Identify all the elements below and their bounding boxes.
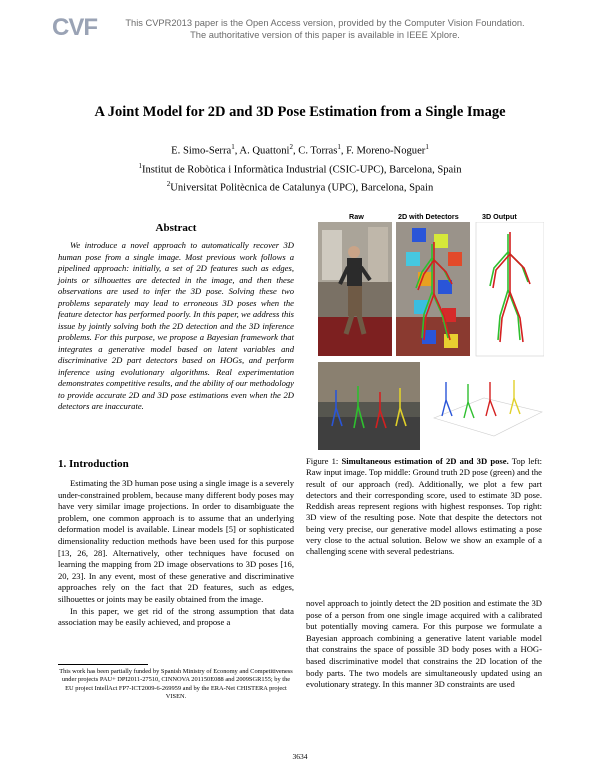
introduction-left-column	[58, 478, 294, 629]
figure-label-raw: Raw	[349, 212, 364, 221]
figure-1	[318, 222, 544, 450]
author-sup: 1	[337, 143, 341, 151]
3d-scene-plot	[426, 362, 544, 450]
page-number: 3634	[292, 752, 308, 761]
author-block	[0, 140, 600, 196]
figure-caption	[306, 456, 542, 558]
abstract-text: We introduce a novel approach to automatically recover 3D human pose from a single image. Most previous work follows a pipelined approach: initially, a set of 2D features such as edges, joints or silhouettes are detected in the image, and then these observations are used to infer the 3D pose. Solving these two problems separately may lead to erroneous 3D poses when the feature detector has performed poorly. In this paper, we address this issue by jointly solving both the 2D detection and the 3D inference problems. For this purpose, we propose a Bayesian framework that integrates a generative model based on latent variables and discriminative 2D part detectors based on HOGs, and perform inference using evolutionary algorithms. Real experimentation demonstrates competitive results, and the ability of our methodology to provide accurate 2D and 3D pose estimations even when the 2D detectors are inaccurate.	[58, 240, 294, 411]
introduction-right-column	[306, 598, 542, 691]
detector-image	[396, 222, 470, 356]
abstract-heading: Abstract	[155, 222, 197, 234]
figure-label-3d: 3D Output	[482, 212, 517, 221]
author-name: F. Moreno-Noguer	[346, 145, 426, 157]
affiliation-2	[0, 177, 600, 196]
author-list: E. Simo-Serra$^1$, A. Quattoni$^2$, C. Torras$^1$, F. Moreno-Noguer$^1$	[171, 143, 429, 157]
open-access-notice	[110, 17, 540, 41]
author-sup: 1	[425, 143, 429, 151]
paragraph: Estimating the 3D human pose using a single image is a severely under-constrained problem, because many different body poses may have very similar image projections. In order to disambiguate the problem, one common approach is to assume that an underlying deformation model is available. Linear models [5] or sophisticated dimensionality reduction methods have been used for this purpose [13, 26, 28]. Alternatively, other techniques have focused on learning the mapping from 2D image observations to 3D poses [16, 20, 23]. In any event, most of these generative and discriminative approaches rely on the fact that 2D features, such as edges, silhouettes or joints may be easily obtained from the image.	[58, 478, 294, 604]
footnote: This work has been partially funded by Spanish Ministry of Economy and Competitiveness under projects PAU+ DPI2011-27510, CINNOVA 201150E088 and 2009SGR155; by the EU project IntellAct FP7-ICT2009-6-269959 and by the ERA-Net CHISTERA project VISEN.	[59, 668, 293, 700]
author-name: A. Quattoni	[239, 145, 290, 157]
notice-line-2: The authoritative version of this paper is available in IEEE Xplore.	[190, 30, 460, 40]
paragraph: In this paper, we get rid of the strong assumption that data association may be easily achieved, and propose a	[58, 605, 294, 628]
3d-output-plot	[476, 222, 544, 356]
author-sup: 1	[231, 143, 235, 151]
paragraph: novel approach to jointly detect the 2D position and estimate the 3D pose of a person from one single image acquired with a calibrated but potentially moving camera. For this purpose we formulate a Bayesian approach combining a generative latent variable model that constrains the space of possible 3D body poses with a HOG-based discriminative model that constrains the 2D location of the body parts. The two models are simultaneously updated using an evolutionary strategy. In this manner 3D constraints are used	[306, 598, 542, 690]
cvf-logo	[52, 14, 100, 44]
caption-prefix: Figure 1:	[306, 456, 339, 466]
affiliation-text: Institut de Robòtica i Informàtica Industrial (CSIC-UPC), Barcelona, Spain	[141, 164, 462, 176]
affiliation-sup: 1	[138, 161, 142, 170]
pedestrian-scene	[318, 362, 420, 450]
figure-label-2d: 2D with Detectors	[398, 212, 459, 221]
caption-text: Top left: Raw input image. Top middle: Ground truth 2D pose (green) and the result of our approach (red). Additionally, we plot a few part detectors and their corresponding score, used to estimate 3D pose. Reddish areas represent regions with highest responses. Top right: 3D view of the resulting pose. Note that despite the detectors not being very precise, our generative model allows estimating a pose very close to the actual solution. Below we show an example of a challenging scene with several pedestrians.	[306, 456, 542, 557]
section-heading-introduction: 1. Introduction	[58, 458, 129, 470]
author-name: E. Simo-Serra	[171, 145, 232, 157]
footnote-rule	[58, 664, 148, 665]
raw-image	[318, 222, 392, 356]
affiliation-text: Universitat Politècnica de Catalunya (UPC), Barcelona, Spain	[170, 182, 434, 194]
cvf-logo-text: CVF	[52, 14, 97, 41]
author-sup: 2	[289, 143, 293, 151]
affiliation-1	[0, 159, 600, 178]
notice-line-1: This CVPR2013 paper is the Open Access version, provided by the Computer Vision Foundation.	[125, 18, 525, 28]
affiliation-sup: 2	[166, 180, 171, 189]
paper-title: A Joint Model for 2D and 3D Pose Estimation from a Single Image	[94, 104, 506, 120]
author-name: C. Torras	[298, 145, 338, 157]
caption-bold: Simultaneous estimation of 2D and 3D pose.	[341, 456, 509, 466]
